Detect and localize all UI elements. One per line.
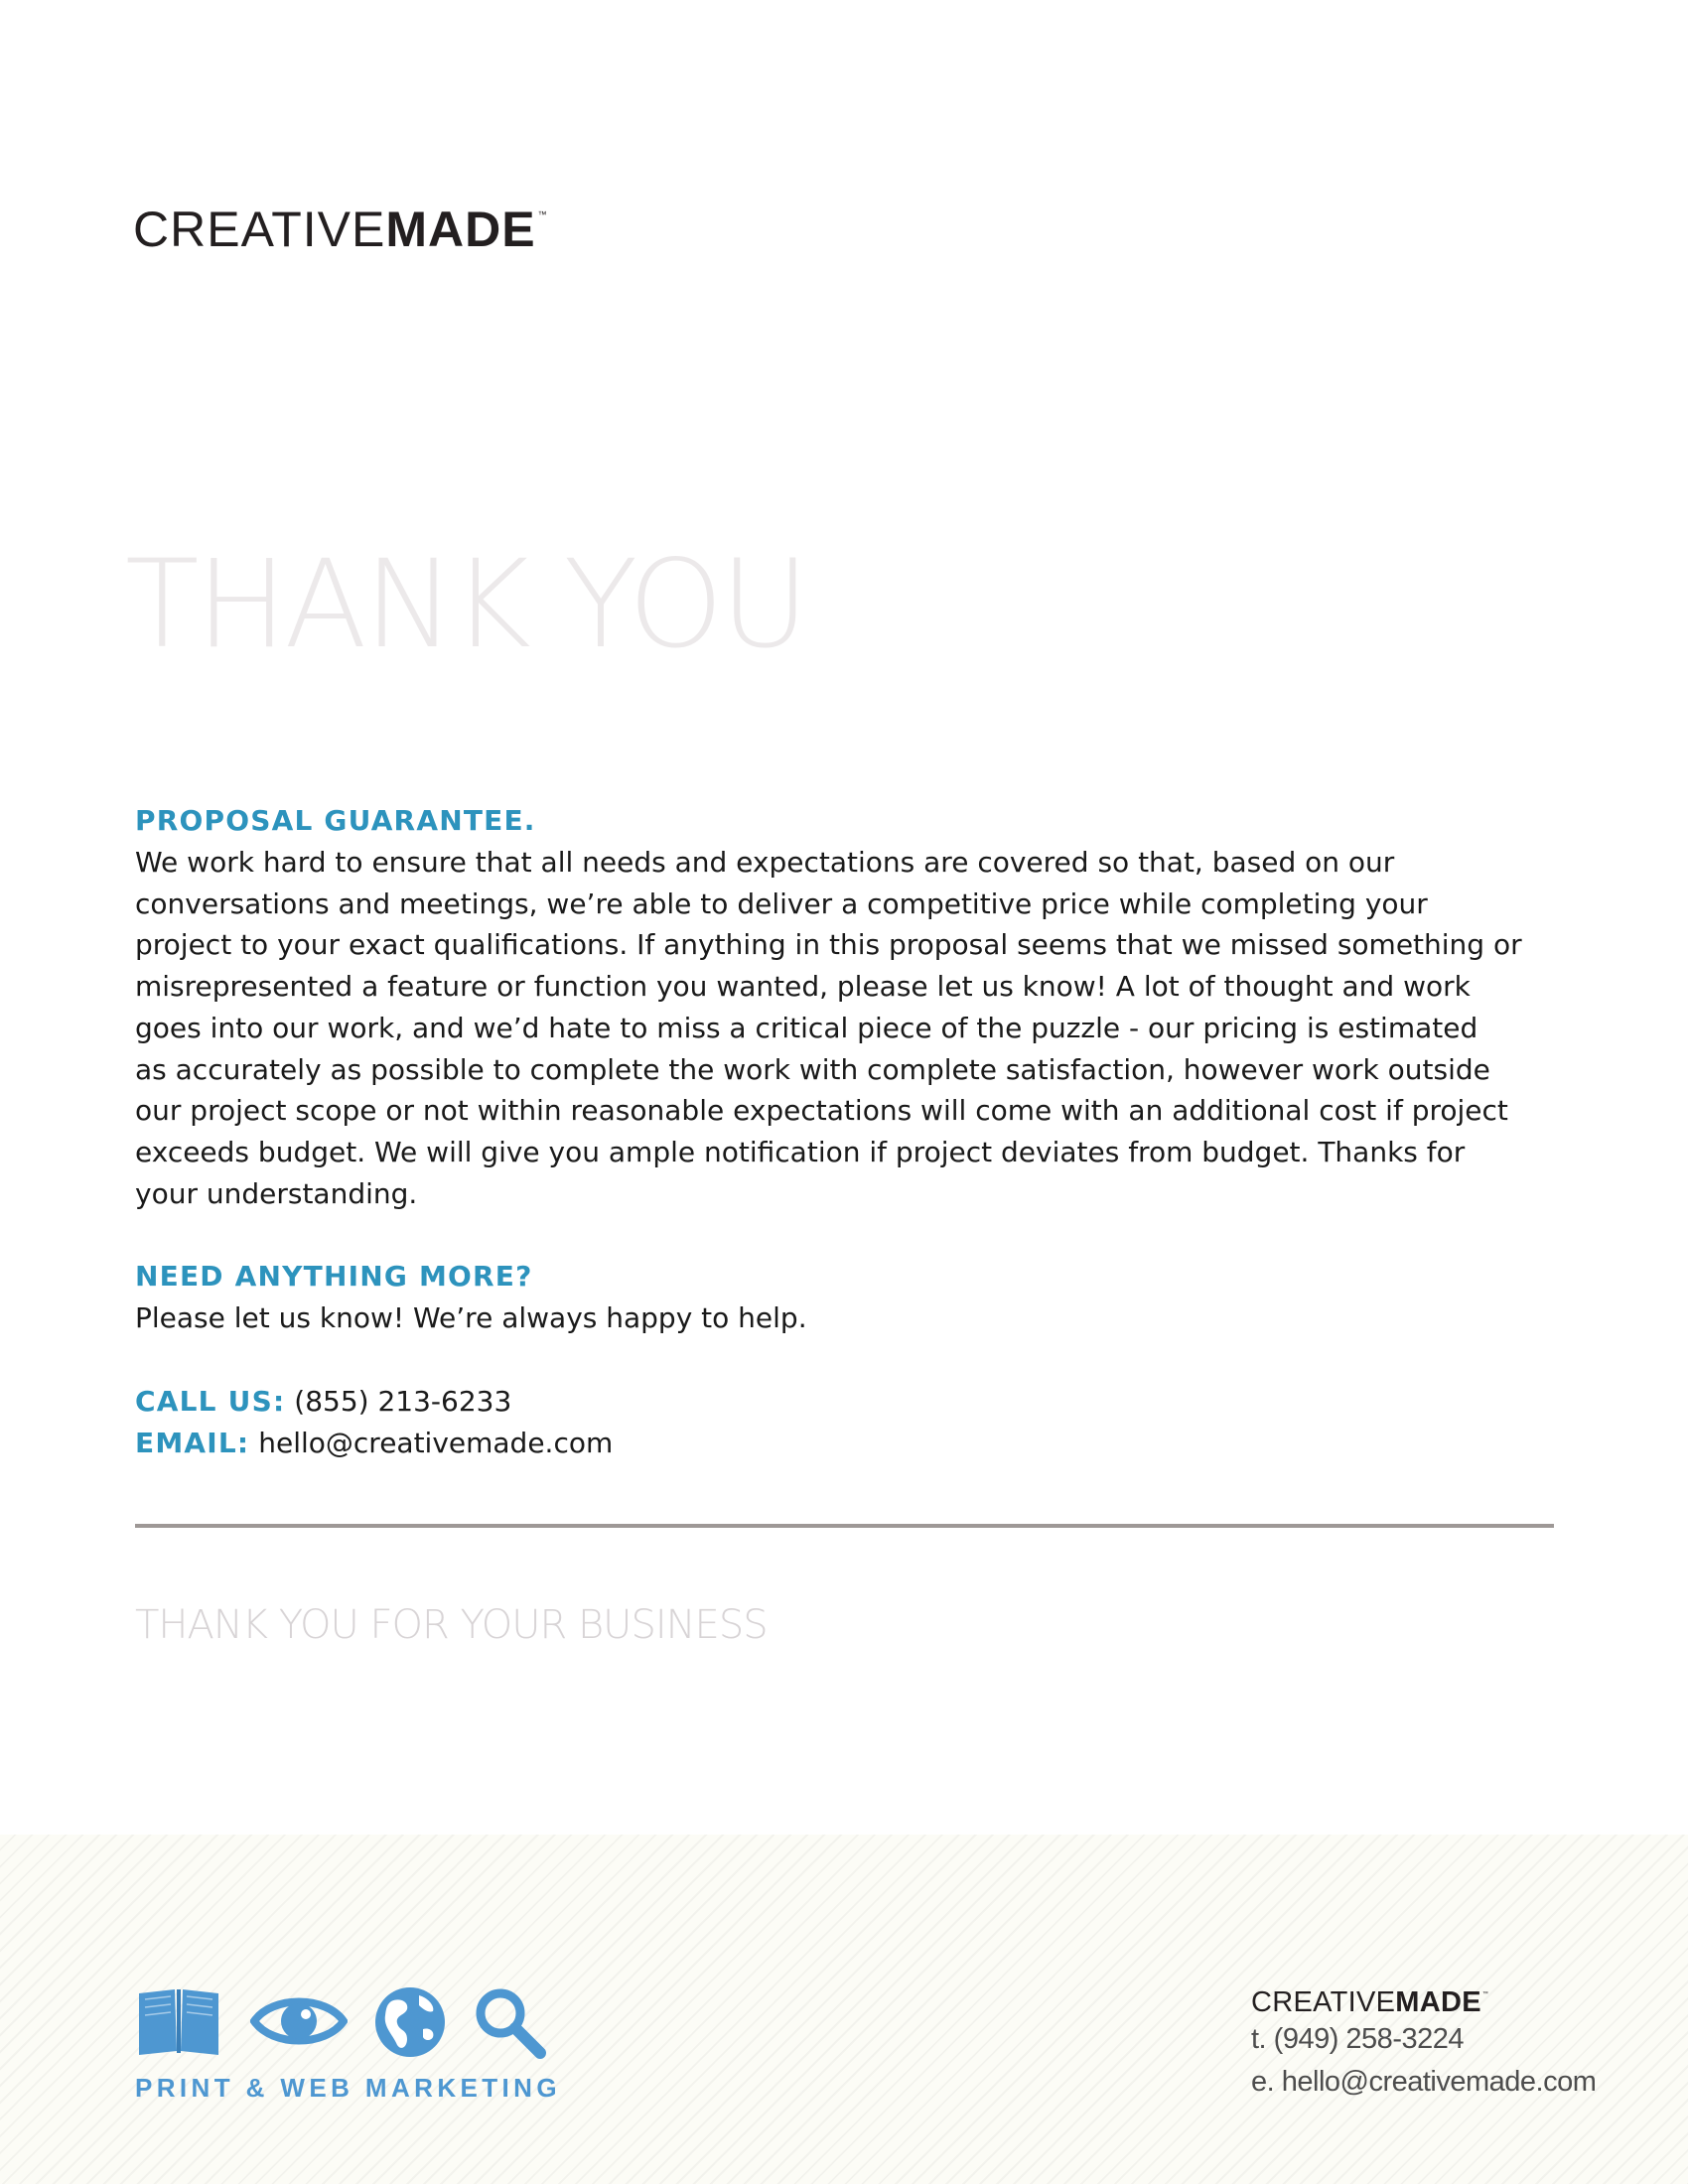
guarantee-line: goes into our work, and we’d hate to miss a critical piece of the puzzle - our pricing is estimated — [135, 1011, 1478, 1044]
guarantee-line: project to your exact qualifications. If anything in this proposal seems that we missed something or — [135, 928, 1522, 962]
eye-icon — [250, 1985, 348, 2057]
footer-logo-bold: MADE — [1395, 1986, 1481, 2018]
globe-icon — [373, 1985, 447, 2059]
book-icon — [135, 1985, 222, 2057]
footer-logo — [1251, 1988, 1488, 2017]
more-heading: NEED ANYTHING MORE? — [135, 1260, 533, 1294]
guarantee-line: conversations and meetings, we’re able to deliver a competitive price while completing your — [135, 887, 1428, 920]
divider — [135, 1524, 1554, 1528]
phone-number[interactable]: (855) 213-6233 — [294, 1385, 512, 1419]
footer-email[interactable]: e. hello@creativemade.com — [1251, 2066, 1597, 2098]
footer-tagline: PRINT & WEB MARKETING — [135, 2073, 561, 2103]
hero-title: THANK YOU — [125, 534, 806, 675]
guarantee-heading: PROPOSAL GUARANTEE. — [135, 804, 536, 837]
footer-phone[interactable]: t. (949) 258-3224 — [1251, 2023, 1464, 2055]
logo-trademark: ™ — [537, 209, 548, 219]
guarantee-line: exceeds budget. We will give you ample notification if project deviates from budget. Thanks for — [135, 1135, 1466, 1168]
guarantee-line: our project scope or not within reasonable expectations will come with an additional cost if project — [135, 1094, 1508, 1128]
call-line — [135, 1381, 1555, 1423]
guarantee-line: misrepresented a feature or function you wanted, please let us know! A lot of thought and work — [135, 970, 1471, 1004]
logo-bold-text: MADE — [385, 202, 536, 257]
email-label: EMAIL: — [135, 1427, 250, 1460]
email-line — [135, 1423, 1555, 1464]
guarantee-line: We work hard to ensure that all needs and expectations are covered so that, based on our — [135, 846, 1395, 879]
email-address[interactable]: hello@creativemade.com — [258, 1427, 614, 1460]
guarantee-line: your understanding. — [135, 1176, 418, 1210]
call-label: CALL US: — [135, 1385, 286, 1419]
main-content — [135, 800, 1555, 1464]
company-logo — [133, 202, 548, 257]
guarantee-paragraph — [135, 842, 1555, 1214]
footer-logo-trademark: ™ — [1481, 1991, 1489, 1997]
guarantee-line: as accurately as possible to complete the work with complete satisfaction, however work outside — [135, 1052, 1490, 1086]
footer-logo-light: CREATIVE — [1251, 1986, 1396, 2018]
magnifier-icon — [473, 1985, 546, 2059]
footer-icons — [135, 1985, 552, 2059]
logo-light-text: CREATIVE — [133, 202, 386, 257]
more-text: Please let us know! We’re always happy to help. — [135, 1301, 807, 1335]
closing-text: THANK YOU FOR YOUR BUSINESS — [135, 1602, 768, 1648]
